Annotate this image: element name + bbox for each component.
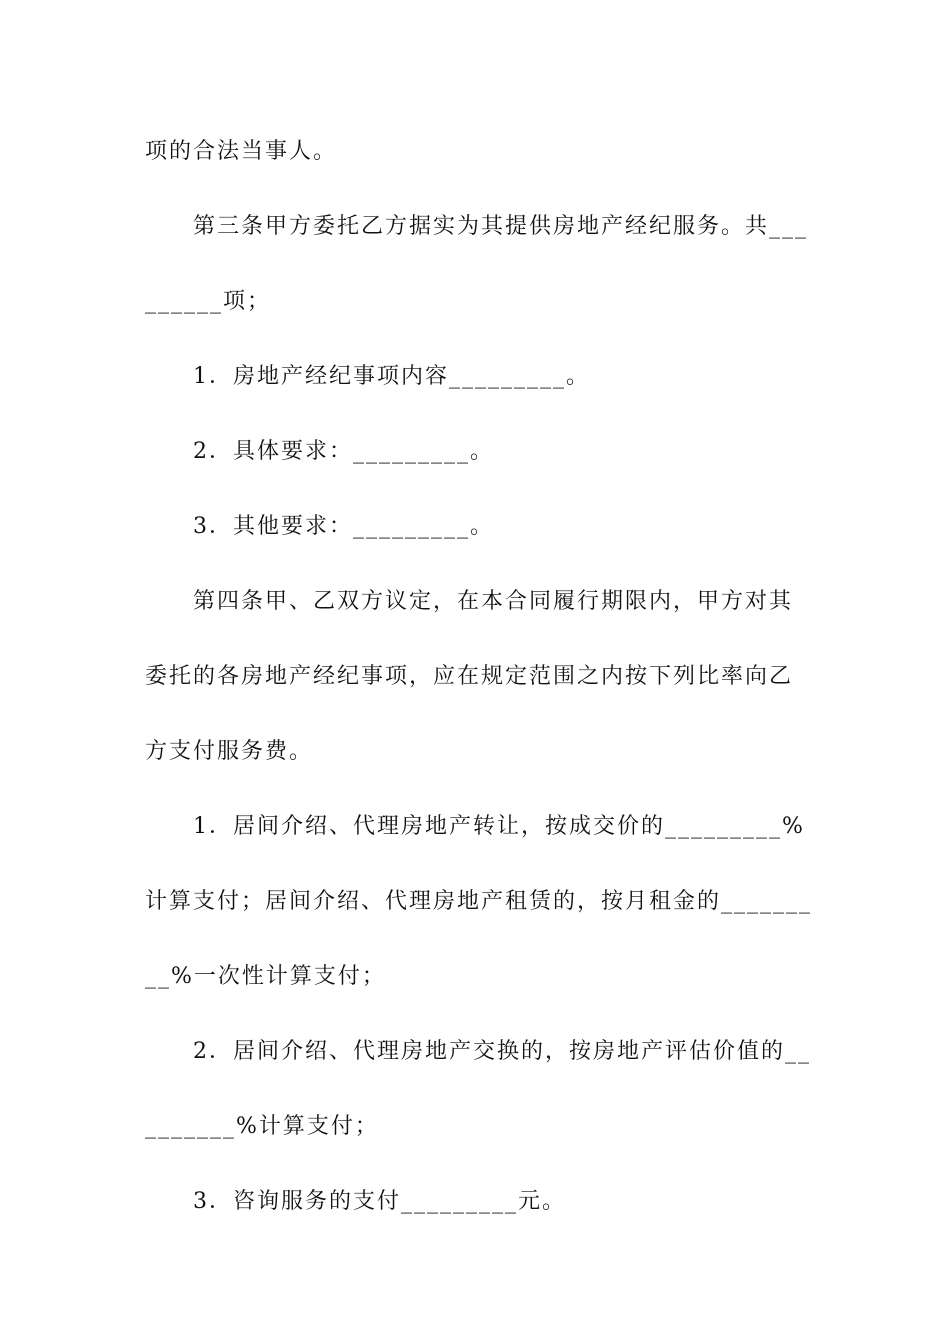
article-three-line: 第三条甲方委托乙方据实为其提供房地产经纪服务。共___ [193,214,809,239]
paragraph-line: 方支付服务费。 [145,739,314,764]
paragraph-line: ______项； [145,289,272,314]
article-four-line: 第四条甲、乙双方议定，在本合同履行期限内，甲方对其 [193,589,794,614]
list-item: 2．具体要求：_________。 [193,439,494,464]
paragraph-line: 项的合法当事人。 [145,139,338,164]
paragraph-line: 计算支付；居间介绍、代理房地产租赁的，按月租金的_______ [145,889,813,914]
paragraph-line: 委托的各房地产经纪事项，应在规定范围之内按下列比率向乙 [145,664,794,689]
paragraph-line: __%一次性计算支付； [145,964,386,989]
list-item: 1．居间介绍、代理房地产转让，按成交价的_________% [193,814,805,839]
list-item: 1．房地产经纪事项内容_________。 [193,364,590,389]
list-item: 3．咨询服务的支付_________元。 [193,1189,566,1214]
list-item: 2．居间介绍、代理房地产交换的，按房地产评估价值的__ [193,1039,811,1064]
paragraph-line: _______%计算支付； [145,1114,379,1139]
list-item: 3．其他要求：_________。 [193,514,494,539]
